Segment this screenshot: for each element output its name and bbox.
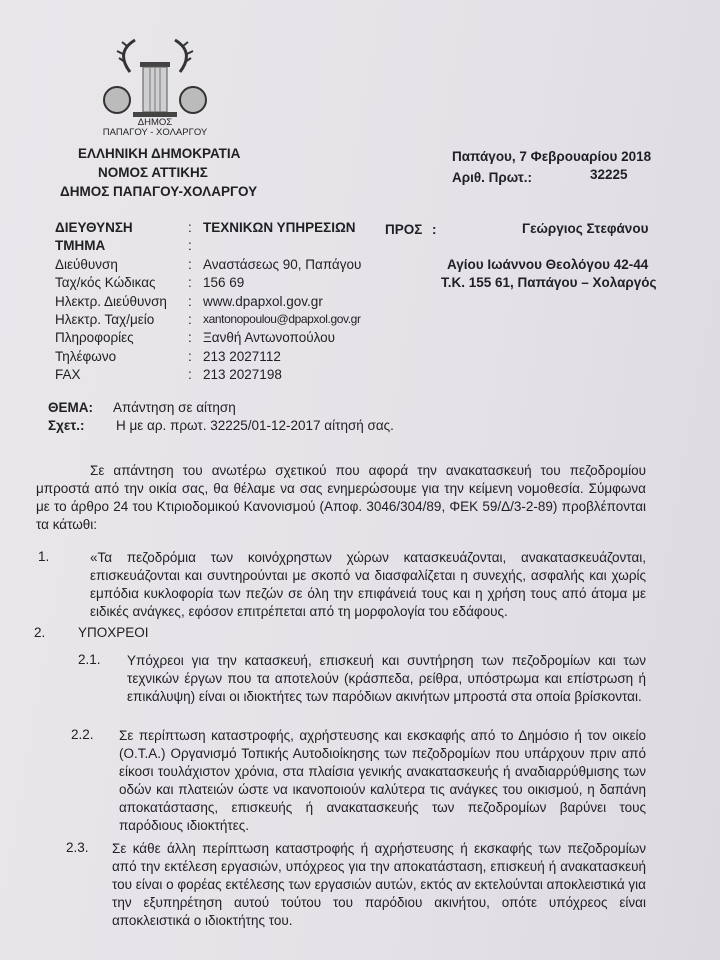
item-1-number: 1. (38, 549, 50, 564)
header-prefecture: ΝΟΜΟΣ ΑΤΤΙΚΗΣ (98, 165, 208, 180)
field-colon: : (188, 256, 192, 272)
header-republic: ΕΛΛΗΝΙΚΗ ΔΗΜΟΚΡΑΤΙΑ (78, 146, 241, 161)
protocol-number: 32225 (590, 167, 628, 182)
field-colon: : (188, 275, 192, 291)
field-value: Αναστάσεως 90, Παπάγου (203, 256, 362, 272)
field-label: ΤΜΗΜΑ (55, 238, 106, 254)
field-label: Ηλεκτρ. Ταχ/μείο (55, 312, 155, 327)
field-colon: : (188, 330, 192, 346)
item-2-2-text: Σε περίπτωση καταστροφής, αχρήστευσης και εκσκαφής από το Δημόσιο ή τον οικείο (Ο.Τ.Α.) Οργανισμό Τοπικής Αυτοδιοίκησης των πεζοδρομίων που υπάρχουν πριν από είκοσι τουλάχιστον χρόνια, στα πλαίσια γενικής ανακατασκευής ή αναδιαρρύθμισης των οδών και πλατειών ώστε να ικανοποιούν καλύτερα τις ανάγκες του οικισμού, η δαπάνη αποκατάστασης, επισκευής ή ανακατασκευής των πεζοδρομίων βαρύνει τους παρόδιους ιδιοκτήτες. (119, 728, 646, 833)
item-2-heading: ΥΠΟΧΡΕΟΙ (78, 625, 149, 640)
protocol-label: Αριθ. Πρωτ.: (452, 170, 533, 185)
field-colon: : (188, 293, 192, 309)
field-value: ΤΕΧΝΙΚΩΝ ΥΠΗΡΕΣΙΩΝ (203, 220, 356, 235)
intro-paragraph: Σε απάντηση του ανωτέρω σχετικού που αφορά την ανακατασκευή του πεζοδρομίου μπροστά από την οικία σας, θα θέλαμε να σας ενημερώσουμε για την κείμενη νομοθεσία. Σύμφωνα με το άρθρο 24 του Κτιριοδομικού Κανονισμού (Αποφ. 3046/304/89, ΦΕΚ 59/Δ/3-2-89) προβλέπονται τα κάτωθι: (36, 463, 646, 532)
field-label: Ταχ/κός Κώδικας (55, 275, 156, 291)
field-value: xantonopoulou@dpapxol.gov.gr (203, 312, 361, 326)
subject-value: Απάντηση σε αίτηση (113, 400, 236, 415)
recipient-address: Αγίου Ιωάννου Θεολόγου 42-44 (447, 257, 649, 272)
field-colon: : (188, 238, 192, 254)
item-2-3-number: 2.3. (66, 840, 89, 855)
item-2-2-number: 2.2. (71, 727, 94, 742)
field-value: 213 2027112 (203, 348, 281, 364)
header-municipality: ΔΗΜΟΣ ΠΑΠΑΓΟΥ-ΧΟΛΑΡΓΟΥ (60, 184, 258, 199)
field-label: Ηλεκτρ. Διεύθυνση (55, 293, 167, 309)
reference-value: Η με αρ. πρωτ. 32225/01-12-2017 αίτησή σας. (116, 418, 394, 433)
item-2-number: 2. (34, 625, 46, 640)
logo-caption: ΔΗΜΟΣ ΠΑΠΑΓΟΥ - ΧΟΛΑΡΓΟΥ (102, 117, 208, 138)
recipient-label: ΠΡΟΣ (385, 222, 423, 237)
field-label: FAX (55, 367, 81, 383)
field-colon: : (188, 220, 192, 235)
field-label: Πληροφορίες (55, 330, 134, 346)
reference-label: Σχετ.: (48, 418, 85, 433)
item-2-3-text: Σε κάθε άλλη περίπτωση καταστροφής ή αχρήστευσης ή εκσκαφής των πεζοδρομίων από την εκτέλεση εργασιών, υπόχρεος για την αποκατάσταση, επισκευή ή ανακατασκευή του είναι ο φορέας εκτέλεσης των εργασιών αυτών, εκτός αν εκτελούνται αποκλειστικά για την εξυπηρέτηση αυτού τούτου του παρόδιου ακινήτου, οπότε υπόχρεος είναι αποκλειστικά ο ιδιοκτήτης του. (112, 841, 646, 928)
field-value: www.dpapxol.gov.gr (203, 293, 323, 309)
field-value: 213 2027198 (203, 367, 282, 383)
recipient-colon: : (432, 222, 437, 237)
recipient-name: Γεώργιος Στεφάνου (522, 221, 649, 236)
field-label: ΔΙΕΥΘΥΝΣΗ (55, 220, 133, 235)
recipient-postcode: Τ.Κ. 155 61, Παπάγου – Χολαργός (441, 275, 657, 290)
item-1-text: «Τα πεζοδρόμια των κοινόχρηστων χώρων κατασκευάζονται, ανακατασκευάζονται, επισκευάζονται και συντηρούνται με σκοπό να διασφαλίζεται η συνεχής, ασφαλής και χωρίς εμπόδια κυκλοφορία των πεζών σε όλη την επιφάνειά τους και η χρήση τους από άτομα με ειδικές ανάγκες, εφόσον επιτρέπεται από τη μορφολογία του εδάφους. (90, 550, 646, 619)
item-2-1-number: 2.1. (78, 652, 101, 667)
field-colon: : (188, 367, 192, 383)
field-label: Τηλέφωνο (55, 348, 117, 364)
item-2-1-text: Υπόχρεοι για την κατασκευή, επισκευή και συντήρηση των πεζοδρομίων και των τεχνικών έργων που τα αποτελούν (κράσπεδα, ρείθρα, υπόστρωμα και επίστρωση ή επικάλυψη) είναι οι ιδιοκτήτες των παρόδιων ακινήτων μπροστά στα οποία βρίσκονται. (127, 653, 646, 704)
subject-label: ΘΕΜΑ: (48, 400, 93, 415)
field-value: 156 69 (203, 275, 245, 291)
field-value: Ξανθή Αντωνοπούλου (203, 330, 336, 346)
document-date: Παπάγου, 7 Φεβρουαρίου 2018 (452, 149, 652, 164)
field-colon: : (188, 312, 192, 327)
field-colon: : (188, 348, 192, 364)
field-label: Διεύθυνση (55, 256, 118, 272)
